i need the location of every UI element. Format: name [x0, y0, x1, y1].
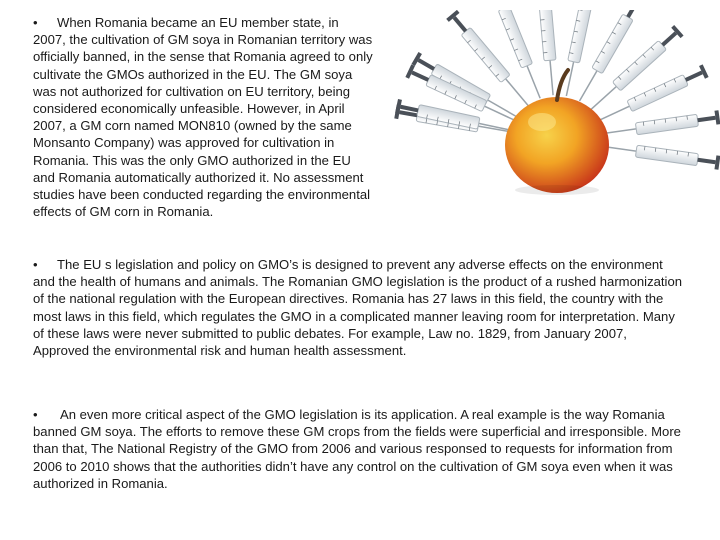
paragraph-text: The EU s legislation and policy on GMO’s is designed to prevent any adverse effects on the environment and the health of humans and animals. The Romanian GMO legislation is the product of a rushed harmonization of the national regulation with the European directives. Romania has 27 laws in this field, the country with the most laws in this field, which regulates the GMO in a complicated manner leaving room for interpretation. Many of these laws were never submitted to public debates. For example, Law no. 1829, from January 2007, Approved the environmental risk and human health assessment.: [33, 257, 683, 359]
paragraph-text: An even more critical aspect of the GMO legislation is its application. A real example is the way Romania banned GM soya. The efforts to remove these GM crops from the fields were superficial and irresponsible. More than that, The National Registry of the GMO from 2006 and various responsed to requests for information from 2006 to 2010 shows that the authorities didn’t have any control on the cultivation of GM soya even when it was authorized in Romania.: [33, 407, 681, 491]
paragraph-eu-legislation: [33, 256, 683, 359]
syringe-icon: [560, 10, 598, 97]
syringe-icon: [536, 10, 560, 96]
apple-icon: [505, 70, 609, 195]
bullet: •: [33, 15, 38, 30]
bullet: •: [33, 407, 38, 422]
syringe-icon: [601, 110, 720, 140]
syringe-icon: [489, 10, 547, 101]
paragraph-text: When Romania became an EU member state, in 2007, the cultivation of GM soya in Romanian territory was officially banned, in the sense that Romania agreed to only cultivate the GMOs authorized in the EU. The GM soya was not authorized for cultivation on EU territory, being considered economically unfeasible. However, in April 2007, a GM corn named MON810 (owned by the same Monsanto Company) was approved for cultivation in Romania. This was the only GMO authorized in the EU and Romania automatically authorized it. No assessment studies have been conducted regarding the environmental effects of GM corn in Romania.: [33, 15, 373, 220]
paragraph-romania-eu: [33, 14, 373, 220]
apple-syringes-image: [392, 10, 720, 200]
syringe-icon: [601, 139, 720, 169]
bullet: •: [33, 257, 38, 272]
paragraph-legislation-application: [33, 406, 683, 492]
